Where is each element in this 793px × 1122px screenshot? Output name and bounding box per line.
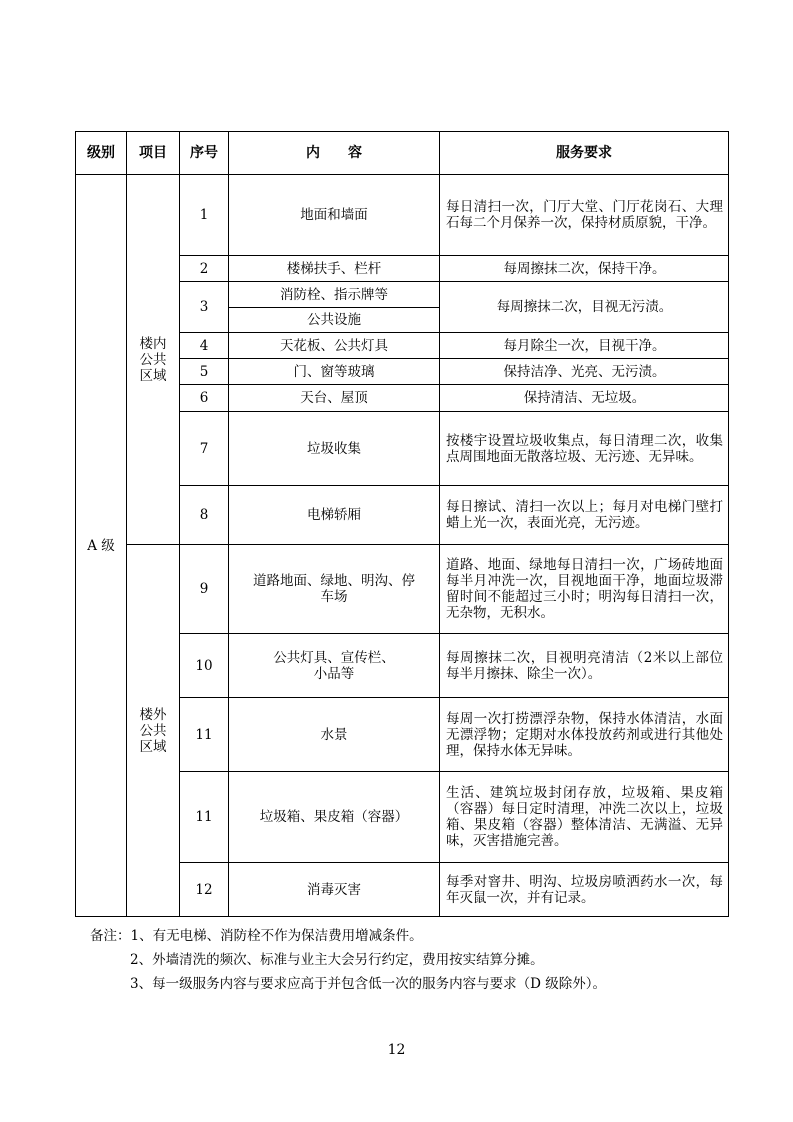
row-content: 消毒灭害: [229, 863, 440, 917]
row-requirement: 保持洁净、光亮、无污渍。: [440, 359, 729, 385]
indoor-area-cell: [127, 175, 180, 545]
row-requirement: 每周一次打捞漂浮杂物，保持水体清洁，水面无漂浮物；定期对水体投放药剂或进行其他处理，保持水体无异味。: [440, 698, 729, 772]
table-row: [76, 545, 729, 634]
row-content: 地面和墙面: [229, 175, 440, 256]
row-content: 消防栓、指示牌等: [229, 282, 440, 308]
row-no: 8: [180, 486, 229, 545]
header-item: 项目: [127, 132, 180, 175]
indoor-area-label: 楼内公共区域: [139, 335, 167, 384]
row-requirement: 每周擦抹二次，保持干净。: [440, 256, 729, 282]
row-content: 垃圾箱、果皮箱（容器）: [229, 772, 440, 863]
note-line-3: 3、每一级服务内容与要求应高于并包含低一次的服务内容与要求（D 级除外）。: [130, 976, 606, 992]
row-no: 5: [180, 359, 229, 385]
level-cell: A 级: [76, 175, 127, 917]
row-no: 11: [180, 698, 229, 772]
row-requirement: 每季对窨井、明沟、垃圾房喷洒药水一次，每年灭鼠一次，并有记录。: [440, 863, 729, 917]
row-no: 2: [180, 256, 229, 282]
row-no: 6: [180, 385, 229, 412]
row-no: 10: [180, 634, 229, 698]
row-content: 天台、屋顶: [229, 385, 440, 412]
row-requirement: 每周擦抹二次，目视无污渍。: [440, 282, 729, 333]
row-content: 道路地面、绿地、明沟、停车场: [229, 545, 440, 634]
notes-section: [90, 924, 750, 996]
row-content: 水景: [229, 698, 440, 772]
row-content: 电梯轿厢: [229, 486, 440, 545]
row-no: 4: [180, 333, 229, 359]
table-header-row: [76, 132, 729, 175]
row-no: 3: [180, 282, 229, 333]
service-standard-table: [75, 131, 729, 917]
row-requirement: 每日擦试、清扫一次以上；每月对电梯门壁打蜡上光一次，表面光亮，无污迹。: [440, 486, 729, 545]
row-requirement: 保持清洁、无垃圾。: [440, 385, 729, 412]
outdoor-area-label: 楼外公共区域: [139, 706, 167, 755]
row-no: 7: [180, 412, 229, 486]
row-requirement: 每周擦抹二次，目视明亮清洁（2米以上部位每半月擦抹、除尘一次）。: [440, 634, 729, 698]
header-level: 级别: [76, 132, 127, 175]
note-line-2: 2、外墙清洗的频次、标准与业主大会另行约定，费用按实结算分摊。: [130, 952, 544, 968]
header-no: 序号: [180, 132, 229, 175]
row-content: 垃圾收集: [229, 412, 440, 486]
row-requirement: 道路、地面、绿地每日清扫一次，广场砖地面每半月冲洗一次，目视地面干净，地面垃圾滞留时间不能超过三小时；明沟每日清扫一次，无杂物，无积水。: [440, 545, 729, 634]
row-requirement: 按楼宇设置垃圾收集点，每日清理二次，收集点周围地面无散落垃圾、无污迹、无异味。: [440, 412, 729, 486]
row-content: 天花板、公共灯具: [229, 333, 440, 359]
row-requirement: 每月除尘一次，目视干净。: [440, 333, 729, 359]
outdoor-area-cell: [127, 545, 180, 917]
row-no: 1: [180, 175, 229, 256]
row-content-secondary: 公共设施: [229, 308, 440, 333]
row-content: 楼梯扶手、栏杆: [229, 256, 440, 282]
row-content: 门、窗等玻璃: [229, 359, 440, 385]
row-requirement: 生活、建筑垃圾封闭存放，垃圾箱、果皮箱（容器）每日定时清理，冲洗二次以上，垃圾箱、果皮箱（容器）整体清洁、无满溢、无异味，灭害措施完善。: [440, 772, 729, 863]
row-requirement: 每日清扫一次，门厅大堂、门厅花岗石、大理石每二个月保养一次，保持材质原貌，干净。: [440, 175, 729, 256]
table-row: [76, 175, 729, 256]
row-no: 11: [180, 772, 229, 863]
header-requirement: 服务要求: [440, 132, 729, 175]
page-number: 12: [387, 1042, 406, 1058]
row-no: 12: [180, 863, 229, 917]
note-line-1: 备注：1、有无电梯、消防栓不作为保洁费用增减条件。: [90, 928, 423, 944]
row-no: 9: [180, 545, 229, 634]
header-content: 内 容: [229, 132, 440, 175]
row-content: 公共灯具、宣传栏、小品等: [229, 634, 440, 698]
